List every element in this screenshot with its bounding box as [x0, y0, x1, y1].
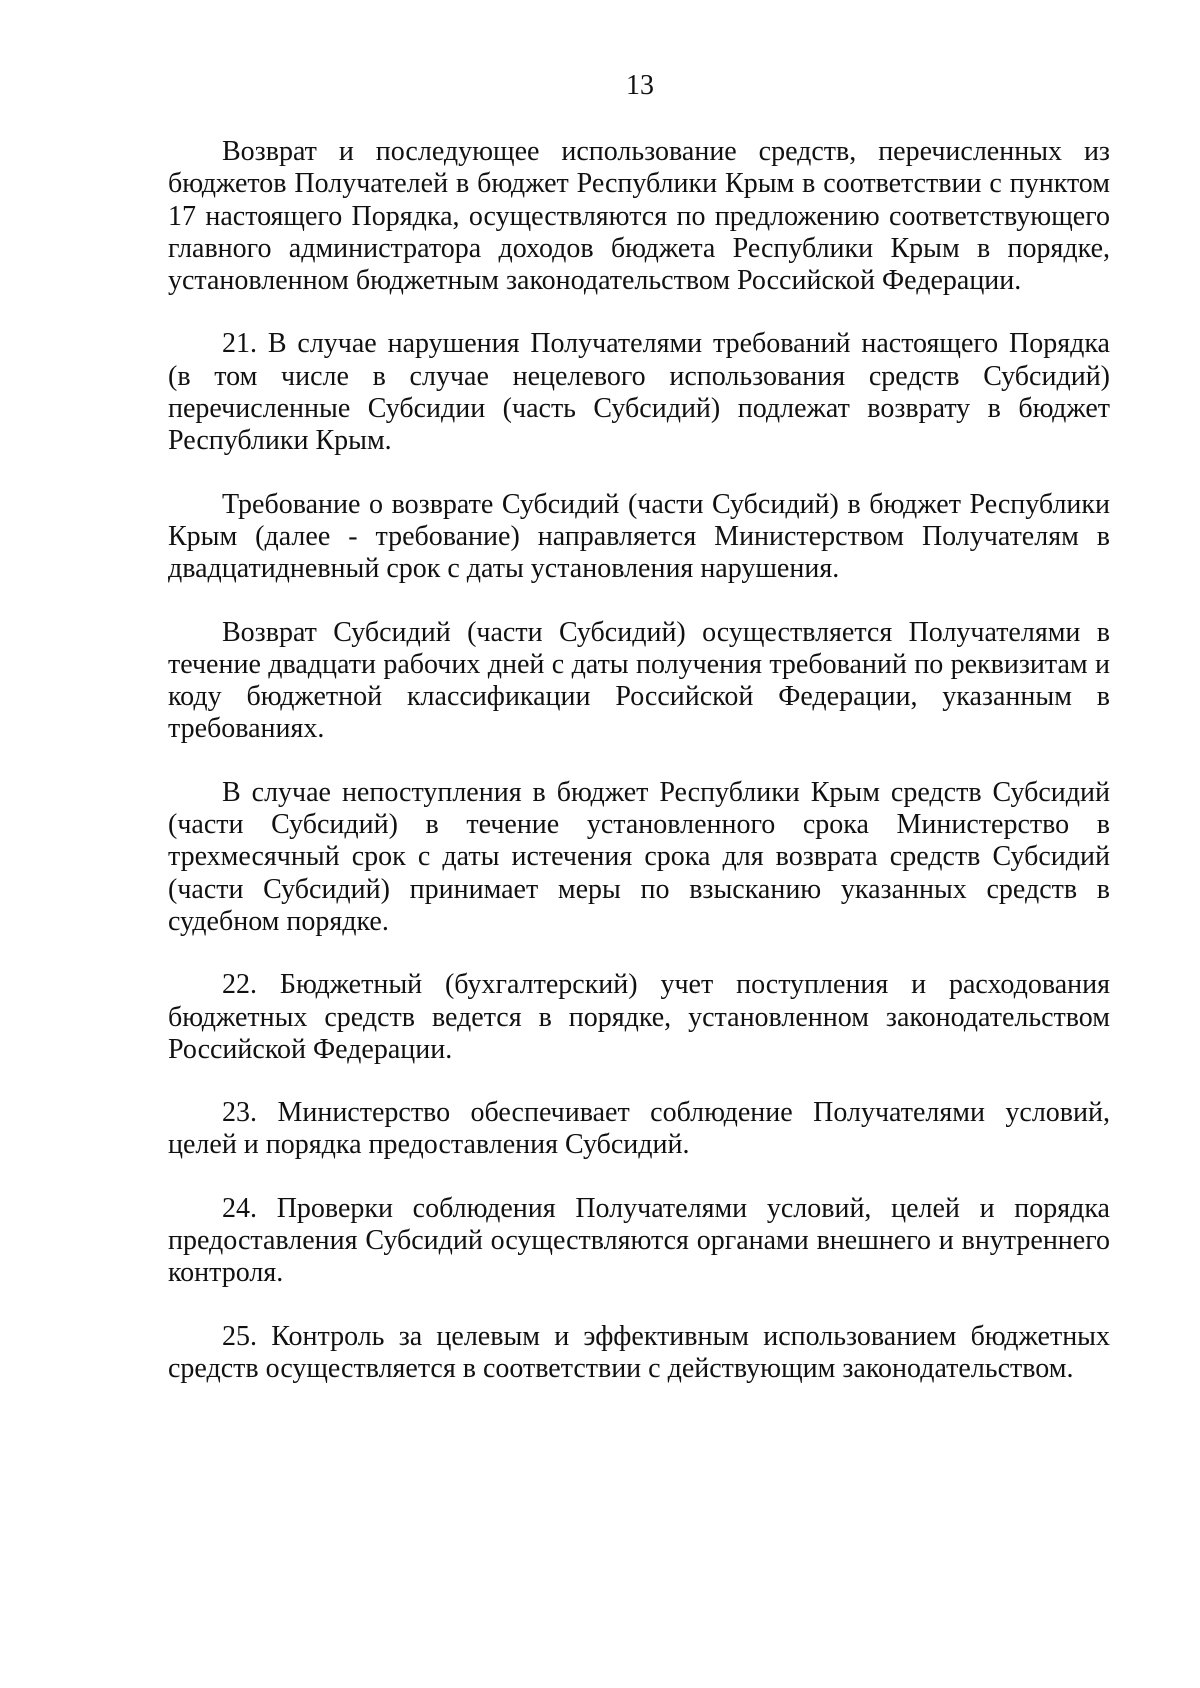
- page-number: 13: [626, 70, 654, 101]
- paragraph-refund-procedure: Возврат и последующее использование средств, перечисленных из бюджетов Получателей в бюджет Республики Крым в соответствии с пунктом 17 настоящего Порядка, осуществляются по предложению соответствующего главного администратора доходов бюджета Республики Крым в порядке, установленном бюджетным законодательством Российской Федерации.: [168, 136, 1110, 297]
- document-body: [168, 136, 1110, 1416]
- paragraph-refund-demand: Требование о возврате Субсидий (части Субсидий) в бюджет Республики Крым (далее - требование) направляется Министерством Получателям в двадцатидневный срок с даты установления нарушения.: [168, 488, 1110, 585]
- paragraph-22: 22. Бюджетный (бухгалтерский) учет поступления и расходования бюджетных средств ведется в порядке, установленном законодательством Российской Федерации.: [168, 969, 1110, 1065]
- paragraph-23: 23. Министерство обеспечивает соблюдение Получателями условий, целей и порядка предоставления Субсидий.: [168, 1097, 1110, 1161]
- paragraph-refund-deadline: Возврат Субсидий (части Субсидий) осуществляется Получателями в течение двадцати рабочих дней с даты получения требований по реквизитам и коду бюджетной классификации Российской Федерации, указанным в требованиях.: [168, 616, 1110, 745]
- paragraph-25: 25. Контроль за целевым и эффективным использованием бюджетных средств осуществляется в соответствии с действующим законодательством.: [168, 1320, 1110, 1384]
- paragraph-non-receipt: В случае непоступления в бюджет Республики Крым средств Субсидий (части Субсидий) в течение установленного срока Министерство в трехмесячный срок с даты истечения срока для возврата средств Субсидий (части Субсидий) принимает меры по взысканию указанных средств в судебном порядке.: [168, 776, 1110, 937]
- paragraph-21: 21. В случае нарушения Получателями требований настоящего Порядка (в том числе в случае нецелевого использования средств Субсидий) перечисленные Субсидии (часть Субсидий) подлежат возврату в бюджет Республики Крым.: [168, 328, 1110, 457]
- paragraph-24: 24. Проверки соблюдения Получателями условий, целей и порядка предоставления Субсидий осуществляются органами внешнего и внутреннего контроля.: [168, 1192, 1110, 1289]
